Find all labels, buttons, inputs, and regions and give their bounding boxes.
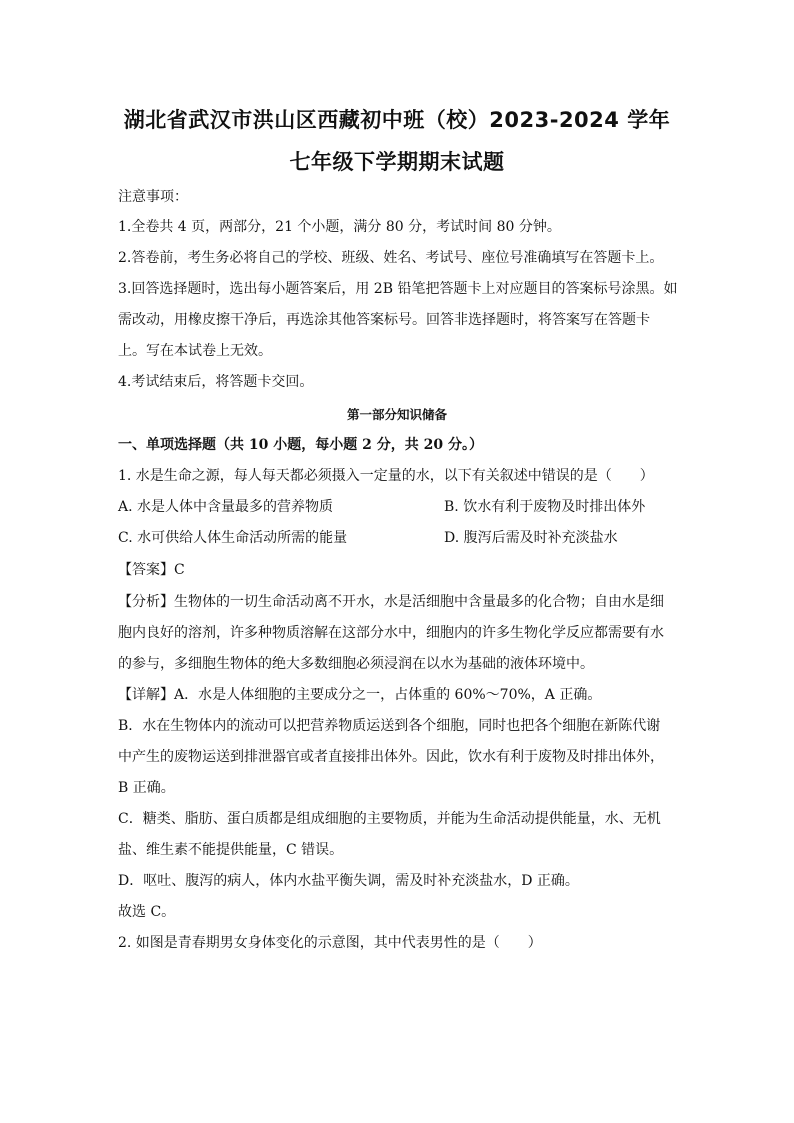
question-2-stem: 2. 如图是青春期男女身体变化的示意图，其中代表男性的是（ ） (118, 935, 542, 951)
question-1-detail-b-line-3: B 正确。 (118, 780, 175, 796)
exam-title-line-1: 湖北省武汉市洪山区西藏初中班（校）2023-2024 学年 (123, 108, 671, 132)
exam-title-line-2: 七年级下学期期末试题 (289, 150, 505, 174)
note-2: 2.答卷前，考生务必将自己的学校、班级、姓名、考试号、座位号准确填写在答题卡上。 (118, 250, 664, 266)
part-title: 第一部分知识储备 (346, 407, 447, 422)
question-1-conclusion: 故选 C。 (118, 904, 176, 920)
note-3-line-2: 需改动，用橡皮擦干净后，再选涂其他答案标号。回答非选择题时，将答案写在答题卡 (118, 312, 650, 328)
notes-heading: 注意事项： (118, 189, 188, 205)
question-1-detail-b-line-1: B．水在生物体内的流动可以把营养物质运送到各个细胞，同时也把各个细胞在新陈代谢 (118, 718, 661, 734)
question-1-answer: 【答案】C (118, 562, 185, 578)
question-1-option-a: A. 水是人体中含量最多的营养物质 (118, 499, 334, 515)
question-1-analysis-line-1: 【分析】生物体的一切生命活动离不开水，水是活细胞中含量最多的化合物；自由水是细 (118, 594, 664, 610)
section-heading: 一、单项选择题（共 10 小题，每小题 2 分，共 20 分。） (118, 437, 483, 453)
question-1-analysis-line-2: 胞内良好的溶剂，许多种物质溶解在这部分水中，细胞内的许多生物化学反应都需要有水 (118, 625, 664, 641)
question-1-analysis-line-3: 的参与，多细胞生物体的绝大多数细胞必须浸润在以水为基础的液体环境中。 (118, 656, 594, 672)
question-1-detail-c-line-2: 盐、维生素不能提供能量，C 错误。 (118, 842, 344, 858)
question-1-option-c: C. 水可供给人体生命活动所需的能量 (118, 530, 348, 546)
note-4: 4.考试结束后，将答题卡交回。 (118, 374, 314, 390)
question-1-option-b: B. 饮水有利于废物及时排出体外 (444, 499, 646, 515)
question-1-detail-a: 【详解】A．水是人体细胞的主要成分之一，占体重的 60%～70%，A 正确。 (118, 687, 602, 703)
note-1: 1.全卷共 4 页，两部分，21 个小题，满分 80 分，考试时间 80 分钟。 (118, 219, 561, 235)
question-1-detail-d: D．呕吐、腹泻的病人，体内水盐平衡失调，需及时补充淡盐水，D 正确。 (118, 873, 579, 889)
note-3-line-3: 上。写在本试卷上无效。 (118, 343, 272, 359)
question-1-detail-c-line-1: C．糖类、脂肪、蛋白质都是组成细胞的主要物质，并能为生命活动提供能量，水、无机 (118, 811, 661, 827)
question-1-stem: 1. 水是生命之源，每人每天都必须摄入一定量的水，以下有关叙述中错误的是（ ） (118, 468, 654, 484)
note-3-line-1: 3.回答选择题时，选出每小题答案后，用 2B 铅笔把答题卡上对应题目的答案标号涂黑。如 (118, 281, 678, 297)
question-1-option-d: D. 腹泻后需及时补充淡盐水 (444, 530, 618, 546)
question-1-detail-b-line-2: 中产生的废物运送到排泄器官或者直接排出体外。因此，饮水有利于废物及时排出体外， (118, 749, 664, 765)
